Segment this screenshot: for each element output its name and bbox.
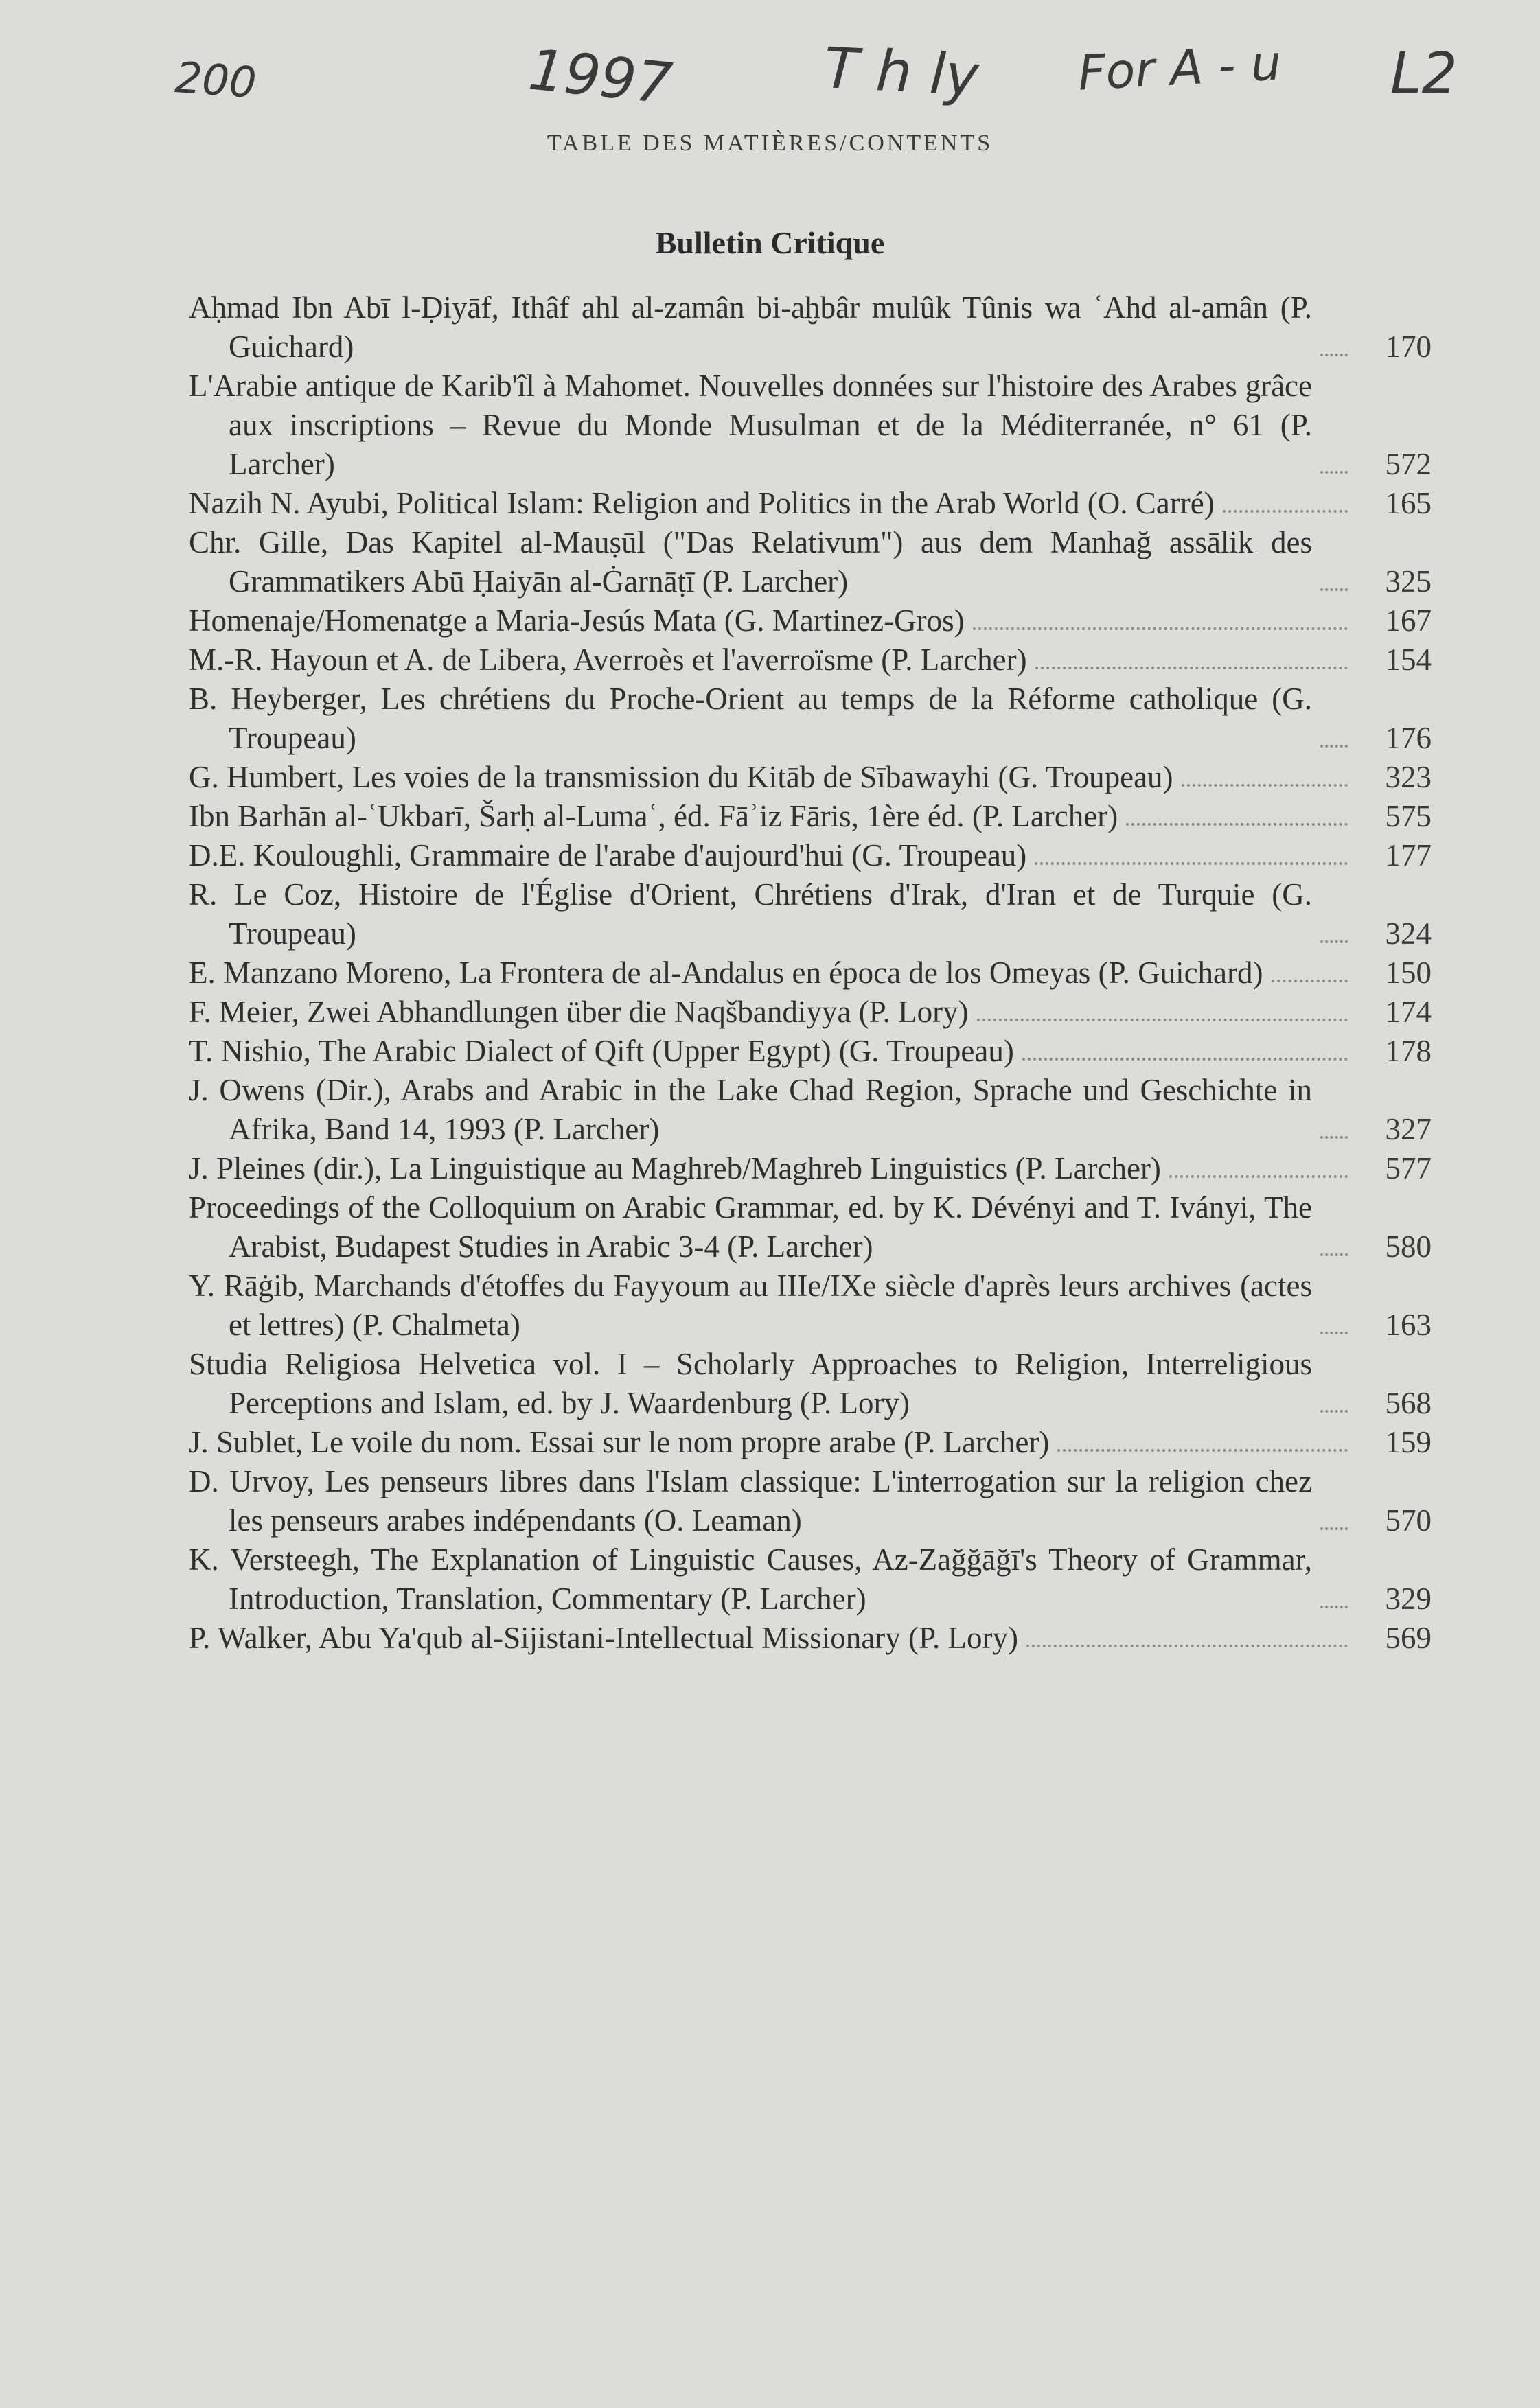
toc-entry <box>189 1345 1432 1423</box>
entry-text: L'Arabie antique de Karib'îl à Mahomet. Nouvelles données sur l'histoire des Arabes grâce aux inscriptions – Revue du Monde Musulman et de la Méditerranée, n° 61 (P. Larcher) <box>189 369 1312 481</box>
entry-text: T. Nishio, The Arabic Dialect of Qift (Upper Egypt) (G. Troupeau) <box>189 1034 1014 1068</box>
entry-page: 177 <box>1385 838 1432 872</box>
dot-leader <box>977 1019 1348 1021</box>
entry-page: 568 <box>1385 1386 1432 1420</box>
dot-leader <box>1320 1606 1348 1608</box>
entry-page: 329 <box>1385 1582 1432 1616</box>
dot-leader <box>1169 1175 1348 1178</box>
entry-text: Homenaje/Homenatge a Maria-Jesús Mata (G. Martinez-Gros) <box>189 603 965 638</box>
toc-entry <box>189 288 1432 367</box>
entry-page: 150 <box>1385 956 1432 990</box>
entry-page: 154 <box>1385 642 1432 677</box>
entry-page: 170 <box>1385 329 1432 364</box>
entry-text: J. Sublet, Le voile du nom. Essai sur le nom propre arabe (P. Larcher) <box>189 1425 1050 1459</box>
dot-leader <box>1320 1410 1348 1413</box>
entry-page: 577 <box>1385 1151 1432 1185</box>
toc-entry <box>189 1462 1432 1540</box>
handwritten-note: 200 <box>173 51 258 108</box>
dot-leader <box>1022 1058 1348 1061</box>
entry-page: 324 <box>1385 916 1432 951</box>
dot-leader <box>1126 823 1348 826</box>
entry-text: B. Heyberger, Les chrétiens du Proche-Orient au temps de la Réforme catholique (G. Troupeau) <box>189 682 1312 755</box>
dot-leader <box>1320 1527 1348 1530</box>
entry-text: M.-R. Hayoun et A. de Libera, Averroès et l'averroïsme (P. Larcher) <box>189 642 1027 677</box>
entry-page: 159 <box>1385 1425 1432 1459</box>
entry-text: J. Owens (Dir.), Arabs and Arabic in the Lake Chad Region, Sprache und Geschichte in Afrika, Band 14, 1993 (P. Larcher) <box>189 1073 1312 1146</box>
entry-text: P. Walker, Abu Ya'qub al-Sijistani-Intellectual Missionary (P. Lory) <box>189 1621 1018 1655</box>
handwritten-note: For A - u <box>1077 34 1283 102</box>
dot-leader <box>1272 980 1348 982</box>
toc-header: TABLE DES MATIÈRES/CONTENTS <box>547 130 993 156</box>
entry-page: 580 <box>1385 1229 1432 1264</box>
dot-leader <box>973 627 1348 630</box>
toc-entry <box>189 1188 1432 1266</box>
entry-text: Aḥmad Ibn Abī l-Ḍiyāf, Ithâf ahl al-zamân bi-aḫbâr mulûk Tûnis wa ʿAhd al-amân (P. Guichard) <box>189 290 1312 364</box>
dot-leader <box>1320 354 1348 356</box>
entry-page: 323 <box>1385 760 1432 794</box>
dot-leader <box>1320 588 1348 591</box>
entry-page: 167 <box>1385 603 1432 638</box>
dot-leader <box>1320 1332 1348 1334</box>
dot-leader <box>1182 784 1348 787</box>
toc-entry <box>189 523 1432 601</box>
handwritten-note: T h ly <box>822 36 980 109</box>
toc-entry <box>189 1149 1432 1188</box>
dot-leader <box>1223 510 1348 513</box>
dot-leader <box>1026 1645 1348 1647</box>
dot-leader <box>1320 940 1348 943</box>
entry-text: F. Meier, Zwei Abhandlungen über die Naqšbandiyya (P. Lory) <box>189 995 969 1029</box>
entry-text: K. Versteegh, The Explanation of Linguistic Causes, Az-Zağğāğī's Theory of Grammar, Introduction, Translation, Commentary (P. Larcher) <box>189 1542 1312 1616</box>
toc-entry <box>189 601 1432 640</box>
toc-entry <box>189 797 1432 836</box>
entry-page: 570 <box>1385 1503 1432 1538</box>
toc-entry <box>189 836 1432 875</box>
dot-leader <box>1320 1253 1348 1256</box>
entry-page: 325 <box>1385 564 1432 599</box>
entry-text: Chr. Gille, Das Kapitel al-Mauṣūl ("Das Relativum") aus dem Manhağ assālik des Grammatikers Abū Ḥaiyān al-Ġarnāṭī (P. Larcher) <box>189 525 1312 599</box>
toc-entry <box>189 640 1432 680</box>
entry-text: Nazih N. Ayubi, Political Islam: Religion and Politics in the Arab World (O. Carré) <box>189 486 1215 520</box>
entry-text: J. Pleines (dir.), La Linguistique au Maghreb/Maghreb Linguistics (P. Larcher) <box>189 1151 1161 1185</box>
dot-leader <box>1035 862 1348 865</box>
entry-page: 569 <box>1385 1621 1432 1655</box>
toc-entry <box>189 1423 1432 1462</box>
entry-text: Y. Rāġib, Marchands d'étoffes du Fayyoum au IIIe/IXe siècle d'après leurs archives (actes et lettres) (P. Chalmeta) <box>189 1269 1312 1342</box>
toc-entry <box>189 680 1432 758</box>
entry-page: 572 <box>1385 447 1432 481</box>
dot-leader <box>1057 1449 1348 1452</box>
entry-text: Proceedings of the Colloquium on Arabic Grammar, ed. by K. Dévényi and T. Iványi, The Arabist, Budapest Studies in Arabic 3-4 (P. Larcher) <box>189 1190 1312 1264</box>
dot-leader <box>1320 471 1348 474</box>
toc-entry <box>189 758 1432 797</box>
handwritten-note: L2 <box>1390 41 1458 106</box>
toc-entry <box>189 484 1432 523</box>
entry-text: E. Manzano Moreno, La Frontera de al-Andalus en época de los Omeyas (P. Guichard) <box>189 956 1263 990</box>
entry-text: G. Humbert, Les voies de la transmission du Kitāb de Sībawayhi (G. Troupeau) <box>189 760 1173 794</box>
dot-leader <box>1035 667 1348 669</box>
toc-entry <box>189 1540 1432 1619</box>
toc-entry <box>189 1032 1432 1071</box>
toc-entry <box>189 367 1432 484</box>
entry-text: R. Le Coz, Histoire de l'Église d'Orient, Chrétiens d'Irak, d'Iran et de Turquie (G. Troupeau) <box>189 877 1312 951</box>
entry-text: Ibn Barhān al-ʿUkbarī, Šarḥ al-Lumaʿ, éd. Fāʾiz Fāris, 1ère éd. (P. Larcher) <box>189 799 1118 833</box>
entry-page: 327 <box>1385 1112 1432 1146</box>
toc-entry <box>189 1619 1432 1658</box>
toc-entry <box>189 875 1432 953</box>
dot-leader <box>1320 1136 1348 1139</box>
entry-page: 176 <box>1385 721 1432 755</box>
entry-text: D.E. Kouloughli, Grammaire de l'arabe d'aujourd'hui (G. Troupeau) <box>189 838 1027 872</box>
toc-entry <box>189 1071 1432 1149</box>
section-title: Bulletin Critique <box>655 225 885 260</box>
entry-page: 178 <box>1385 1034 1432 1068</box>
toc-entries <box>189 288 1432 1658</box>
entry-page: 174 <box>1385 995 1432 1029</box>
toc-entry <box>189 1266 1432 1345</box>
toc-entry <box>189 953 1432 993</box>
entry-page: 575 <box>1385 799 1432 833</box>
entry-page: 165 <box>1385 486 1432 520</box>
entry-text: Studia Religiosa Helvetica vol. I – Scholarly Approaches to Religion, Interreligious Perceptions and Islam, ed. by J. Waardenburg (P. Lory) <box>189 1347 1312 1420</box>
handwritten-note: 1997 <box>525 37 676 117</box>
dot-leader <box>1320 745 1348 748</box>
toc-entry <box>189 993 1432 1032</box>
entry-text: D. Urvoy, Les penseurs libres dans l'Islam classique: L'interrogation sur la religion chez les penseurs arabes indépendants (O. Leaman) <box>189 1464 1312 1538</box>
handwritten-annotations <box>0 27 1540 117</box>
entry-page: 163 <box>1385 1308 1432 1342</box>
